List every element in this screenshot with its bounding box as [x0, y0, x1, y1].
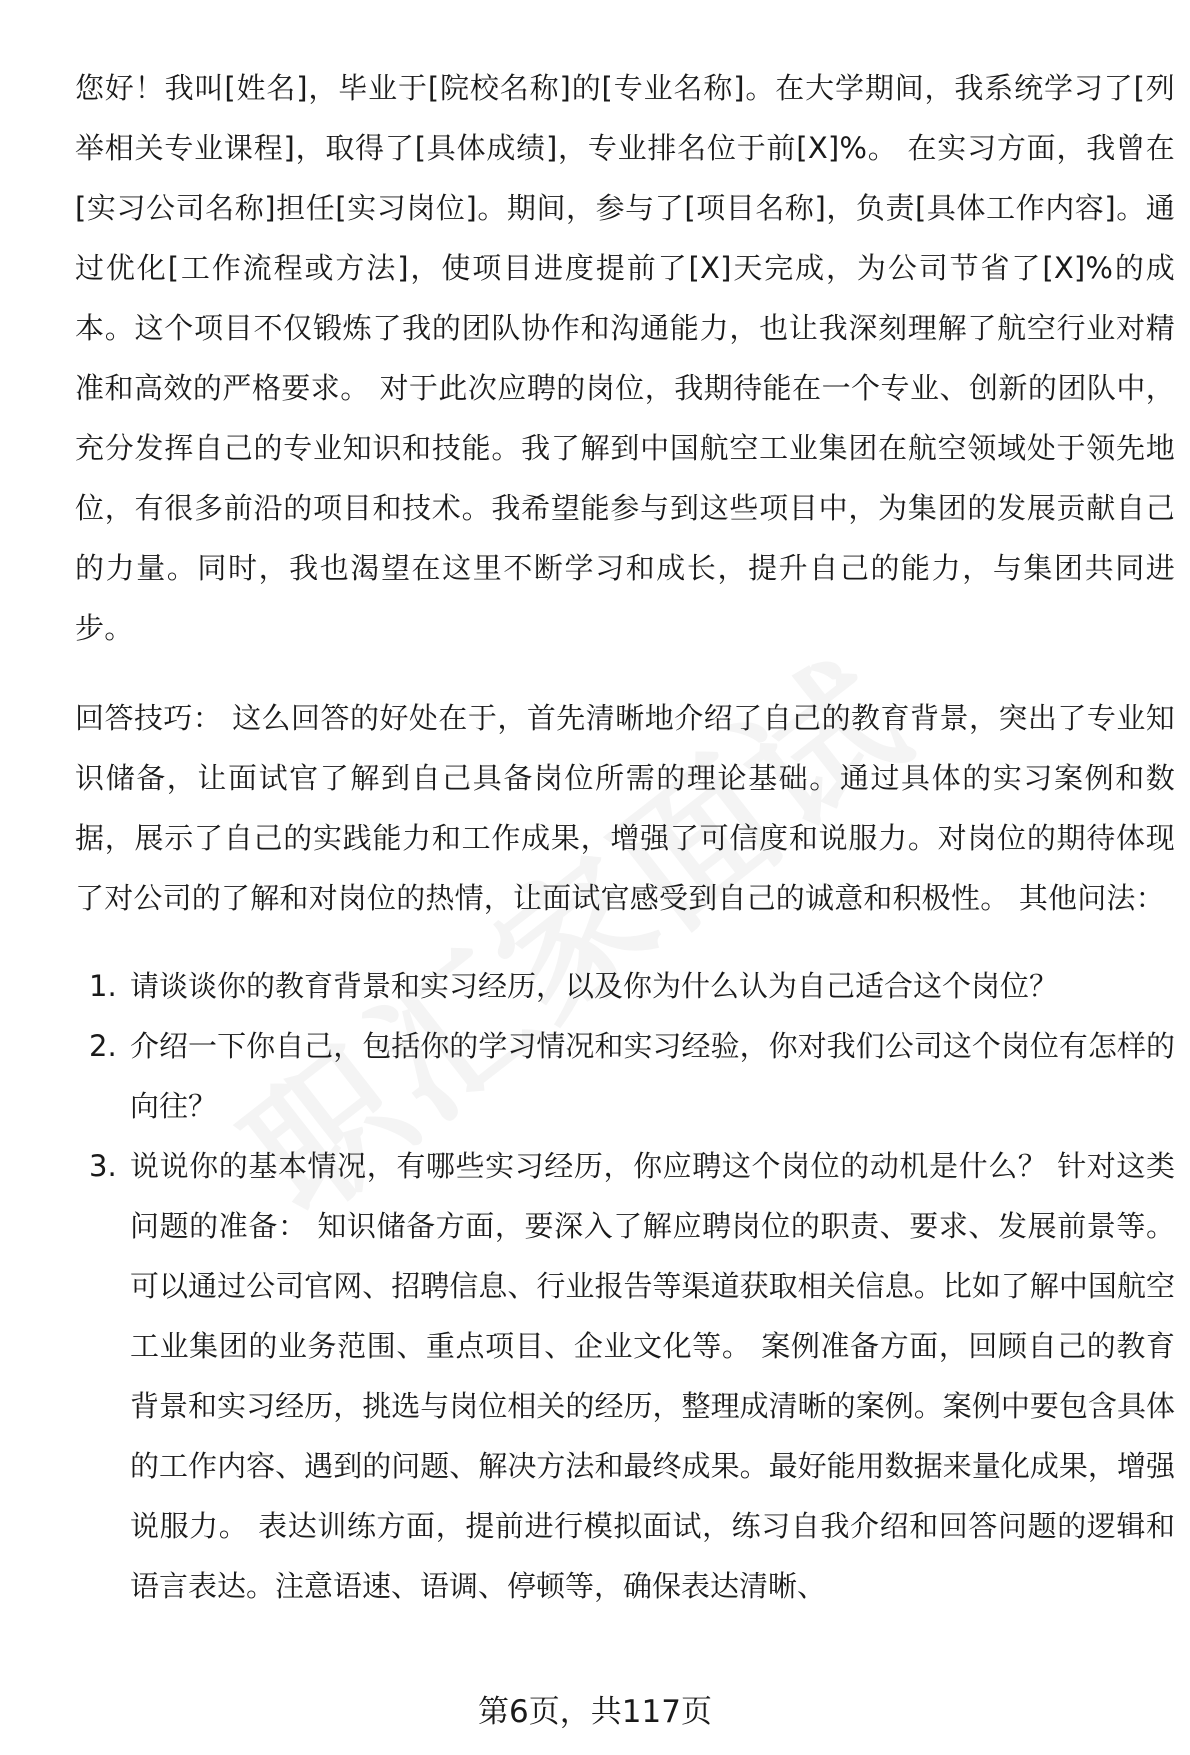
list-item-text: 请谈谈你的教育背景和实习经历，以及你为什么认为自己适合这个岗位？: [130, 969, 1059, 1003]
list-item-number: 1.: [89, 969, 117, 1003]
list-item: [75, 956, 1175, 1016]
list-item-text: 介绍一下你自己，包括你的学习情况和实习经验，你对我们公司这个岗位有怎样的向往？: [130, 1029, 1175, 1123]
paragraph-tips: 回答技巧： 这么回答的好处在于，首先清晰地介绍了自己的教育背景，突出了专业知识储备，让面试官了解到自己具备岗位所需的理论基础。通过具体的实习案例和数据，展示了自己的实践能力和工作成果，增强了可信度和说服力。对岗位的期待体现了对公司的了解和对岗位的热情，让面试官感受到自己的诚意和积极性。 其他问法：: [75, 701, 1175, 915]
list-item-number: 3.: [89, 1149, 117, 1183]
alt-questions-list: [75, 956, 1175, 1616]
list-item-text: 说说你的基本情况，有哪些实习经历，你应聘这个岗位的动机是什么？ 针对这类问题的准备： 知识储备方面，要深入了解应聘岗位的职责、要求、发展前景等。可以通过公司官网、招聘信息、行业报告等渠道获取相关信息。比如了解中国航空工业集团的业务范围、重点项目、企业文化等。 案例准备方面，回顾自己的教育背景和实习经历，挑选与岗位相关的经历，整理成清晰的案例。案例中要包含具体的工作内容、遇到的问题、解决方法和最终成果。最好能用数据来量化成果，增强说服力。 表达训练方面，提前进行模拟面试，练习自我介绍和回答问题的逻辑和语言表达。注意语速、语调、停顿等，确保表达清晰、: [130, 1149, 1175, 1603]
document-body: [75, 58, 1175, 1616]
list-item-number: 2.: [89, 1029, 117, 1063]
list-item: [75, 1136, 1175, 1616]
list-item: [75, 1016, 1175, 1136]
page-footer: 第6页，共117页: [478, 1694, 712, 1730]
paragraph-answer: 您好！我叫[姓名]，毕业于[院校名称]的[专业名称]。在大学期间，我系统学习了[列举相关专业课程]，取得了[具体成绩]，专业排名位于前[X]%。 在实习方面，我曾在[实习公司名称]担任[实习岗位]。期间，参与了[项目名称]，负责[具体工作内容]。通过优化[工作流程或方法]，使项目进度提前了[X]天完成，为公司节省了[X]%的成本。这个项目不仅锻炼了我的团队协作和沟通能力，也让我深刻理解了航空行业对精准和高效的严格要求。 对于此次应聘的岗位，我期待能在一个专业、创新的团队中，充分发挥自己的专业知识和技能。我了解到中国航空工业集团在航空领域处于领先地位，有很多前沿的项目和技术。我希望能参与到这些项目中，为集团的发展贡献自己的力量。同时，我也渴望在这里不断学习和成长，提升自己的能力，与集团共同进步。: [75, 71, 1175, 645]
